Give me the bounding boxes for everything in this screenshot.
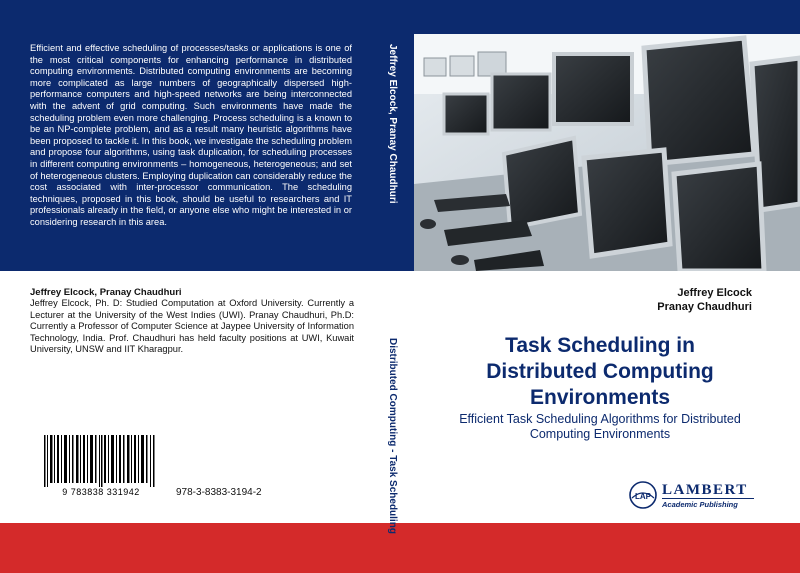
book-subtitle-line-2: Computing Environments (529, 427, 671, 441)
lap-emblem-icon (628, 480, 658, 510)
isbn-number: 978-3-8383-3194-2 (176, 487, 262, 498)
bio-heading: Jeffrey Elcock, Pranay Chaudhuri (30, 287, 182, 298)
back-cover-blurb: Efficient and effective scheduling of processes/tasks or applications is one of the most critical components for enhancing performance in distributed computing environments. Distributed computing environments are becoming more complicated as large numbers of geographically dispersed high-performance computers and high-speed networks are being interconnected with the advent of grid computing. Such environments have made the scheduling problem even more challenging. Process scheduling is a known to be an NP-complete problem, and as a result many heuristic algorithms have been proposed to tackle it. In this book, we investigate the scheduling problem and propose four algorithms, using task duplication, for scheduling processes in different computing environments – homogeneous, heterogeneous; and set of heterogeneous clusters. Employing duplication can considerably reduce the cost associated with inter-processor communication. The scheduling techniques, proposed in this book, should be useful to researchers and IT professionals already in the field, or anyone else who might be interested in or considering research in this area. (30, 43, 352, 227)
book-title-line-2: Distributed Computing (486, 360, 714, 383)
book-subtitle-line-1: Efficient Task Scheduling Algorithms for Distributed (459, 412, 741, 426)
lap-emblem-text: LAP (635, 492, 651, 501)
front-author-1: Jeffrey Elcock (677, 287, 752, 299)
computer-lab-photo (414, 34, 800, 271)
publisher-name: LAMBERT (662, 482, 748, 498)
author-bio: Jeffrey Elcock, Ph. D: Studied Computation at Oxford University. Currently a Lecturer at the University of the West Indies (UWI). Pranay Chaudhuri, Ph.D: Currently a Professor of Computer Science at Jaypee University of Information Technology, India. Prof. Chaudhuri has held faculty positions at UWI, Kuwait University, UNSW and IIT Kharagpur. (30, 298, 354, 354)
barcode-digits: 9 783838 331942 (62, 487, 140, 497)
publisher-logo (628, 478, 758, 518)
book-title-line-3: Environments (529, 386, 671, 409)
spine-title: Distributed Computing - Task Scheduling (387, 338, 398, 534)
monitors-image (414, 34, 800, 271)
publisher-rule (662, 498, 754, 499)
bottom-red-band (0, 523, 800, 573)
spine-authors: Jeffrey Elcock, Pranay Chaudhuri (387, 44, 398, 204)
front-author-2: Pranay Chaudhuri (657, 301, 752, 313)
book-subtitle (418, 412, 782, 442)
book-title (418, 333, 782, 411)
book-title-line-1: Task Scheduling in (505, 334, 695, 357)
publisher-subtitle: Academic Publishing (662, 500, 738, 509)
